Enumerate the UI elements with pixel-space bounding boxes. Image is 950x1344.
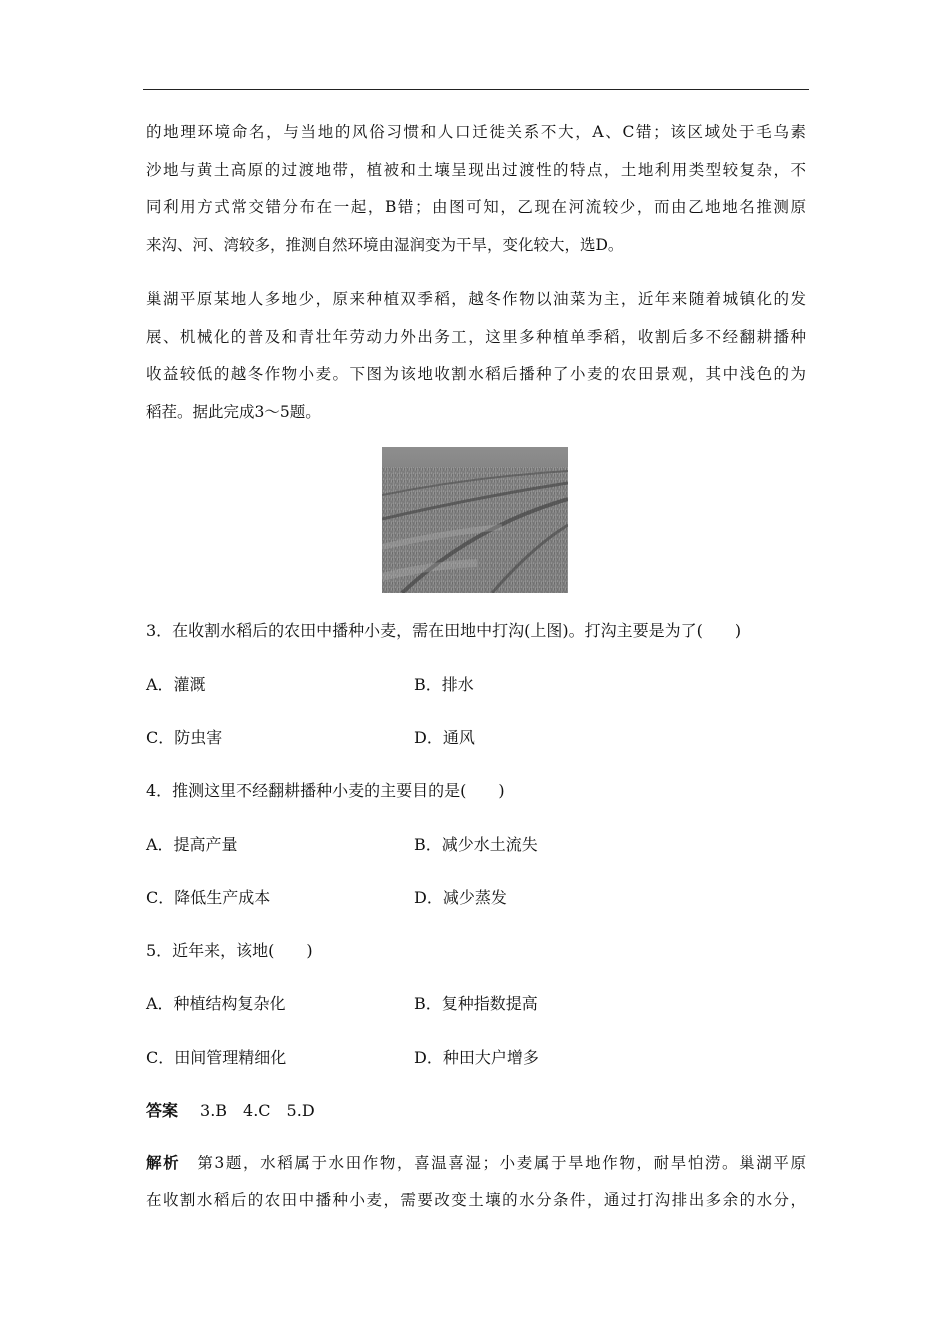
paragraph-line: 巢湖平原某地人多地少，原来种植双季稻，越冬作物以油菜为主，近年来随着城镇化的发 — [146, 290, 806, 308]
answer-label: 答案 — [146, 1101, 179, 1120]
question-5-option-b: B．复种指数提高 — [414, 994, 538, 1013]
question-5-option-c: C．田间管理精细化 — [146, 1048, 287, 1067]
answer-text: 3.B 4.C 5.D — [200, 1101, 315, 1120]
intro-paragraph — [146, 114, 806, 264]
question-3-stem: 3．在收割水稻后的农田中播种小麦，需在田地中打沟(上图)。打沟主要是为了( ) — [146, 621, 742, 640]
question-4-option-b: B．减少水土流失 — [414, 835, 538, 854]
paragraph-line: 同利用方式常交错分布在一起，B错；由图可知，乙现在河流较少，而由乙地地名推测原 — [146, 198, 806, 216]
paragraph-line: 收益较低的越冬作物小麦。下图为该地收割水稻后播种了小麦的农田景观，其中浅色的为 — [146, 365, 806, 383]
question-4-option-c: C．降低生产成本 — [146, 888, 271, 907]
answer-line — [146, 1098, 315, 1121]
paragraph-line: 稻茬。据此完成3～5题。 — [146, 402, 321, 421]
question-5-stem: 5．近年来，该地( ) — [146, 941, 313, 960]
paragraph-line: 在收割水稻后的农田中播种小麦，需要改变土壤的水分条件，通过打沟排出多余的水分， — [146, 1190, 806, 1209]
analysis-text: 第3题，水稻属于水田作物，喜温喜湿；小麦属于旱地作物，耐旱怕涝。巢湖平原 — [197, 1154, 806, 1172]
context-paragraph — [146, 281, 806, 431]
question-4-option-a: A．提高产量 — [146, 835, 238, 854]
paragraph-line: 的地理环境命名，与当地的风俗习惯和人口迁徙关系不大，A、C错；该区域处于毛乌素 — [146, 123, 806, 141]
question-3-option-d: D．通风 — [414, 728, 475, 747]
question-5-option-d: D．种田大户增多 — [414, 1048, 539, 1067]
header-rule — [143, 89, 809, 90]
analysis-label: 解析 — [146, 1153, 181, 1172]
question-5-option-a: A．种植结构复杂化 — [146, 994, 286, 1013]
question-4-stem: 4．推测这里不经翻耕播种小麦的主要目的是( ) — [146, 781, 505, 800]
question-3-option-b: B．排水 — [414, 675, 474, 694]
farmland-photo — [382, 447, 568, 593]
question-3-option-a: A．灌溉 — [146, 675, 206, 694]
analysis-paragraph — [146, 1144, 806, 1219]
question-4-option-d: D．减少蒸发 — [414, 888, 507, 907]
analysis-line-1 — [146, 1144, 806, 1182]
paragraph-line: 展、机械化的普及和青壮年劳动力外出务工，这里多种植单季稻，收割后多不经翻耕播种 — [146, 327, 806, 346]
question-3-option-c: C．防虫害 — [146, 728, 223, 747]
paragraph-line: 沙地与黄土高原的过渡地带，植被和土壤呈现出过渡性的特点，土地利用类型较复杂，不 — [146, 160, 806, 179]
paragraph-line: 来沟、河、湾较多，推测自然环境由湿润变为干旱，变化较大，选D。 — [146, 235, 624, 254]
